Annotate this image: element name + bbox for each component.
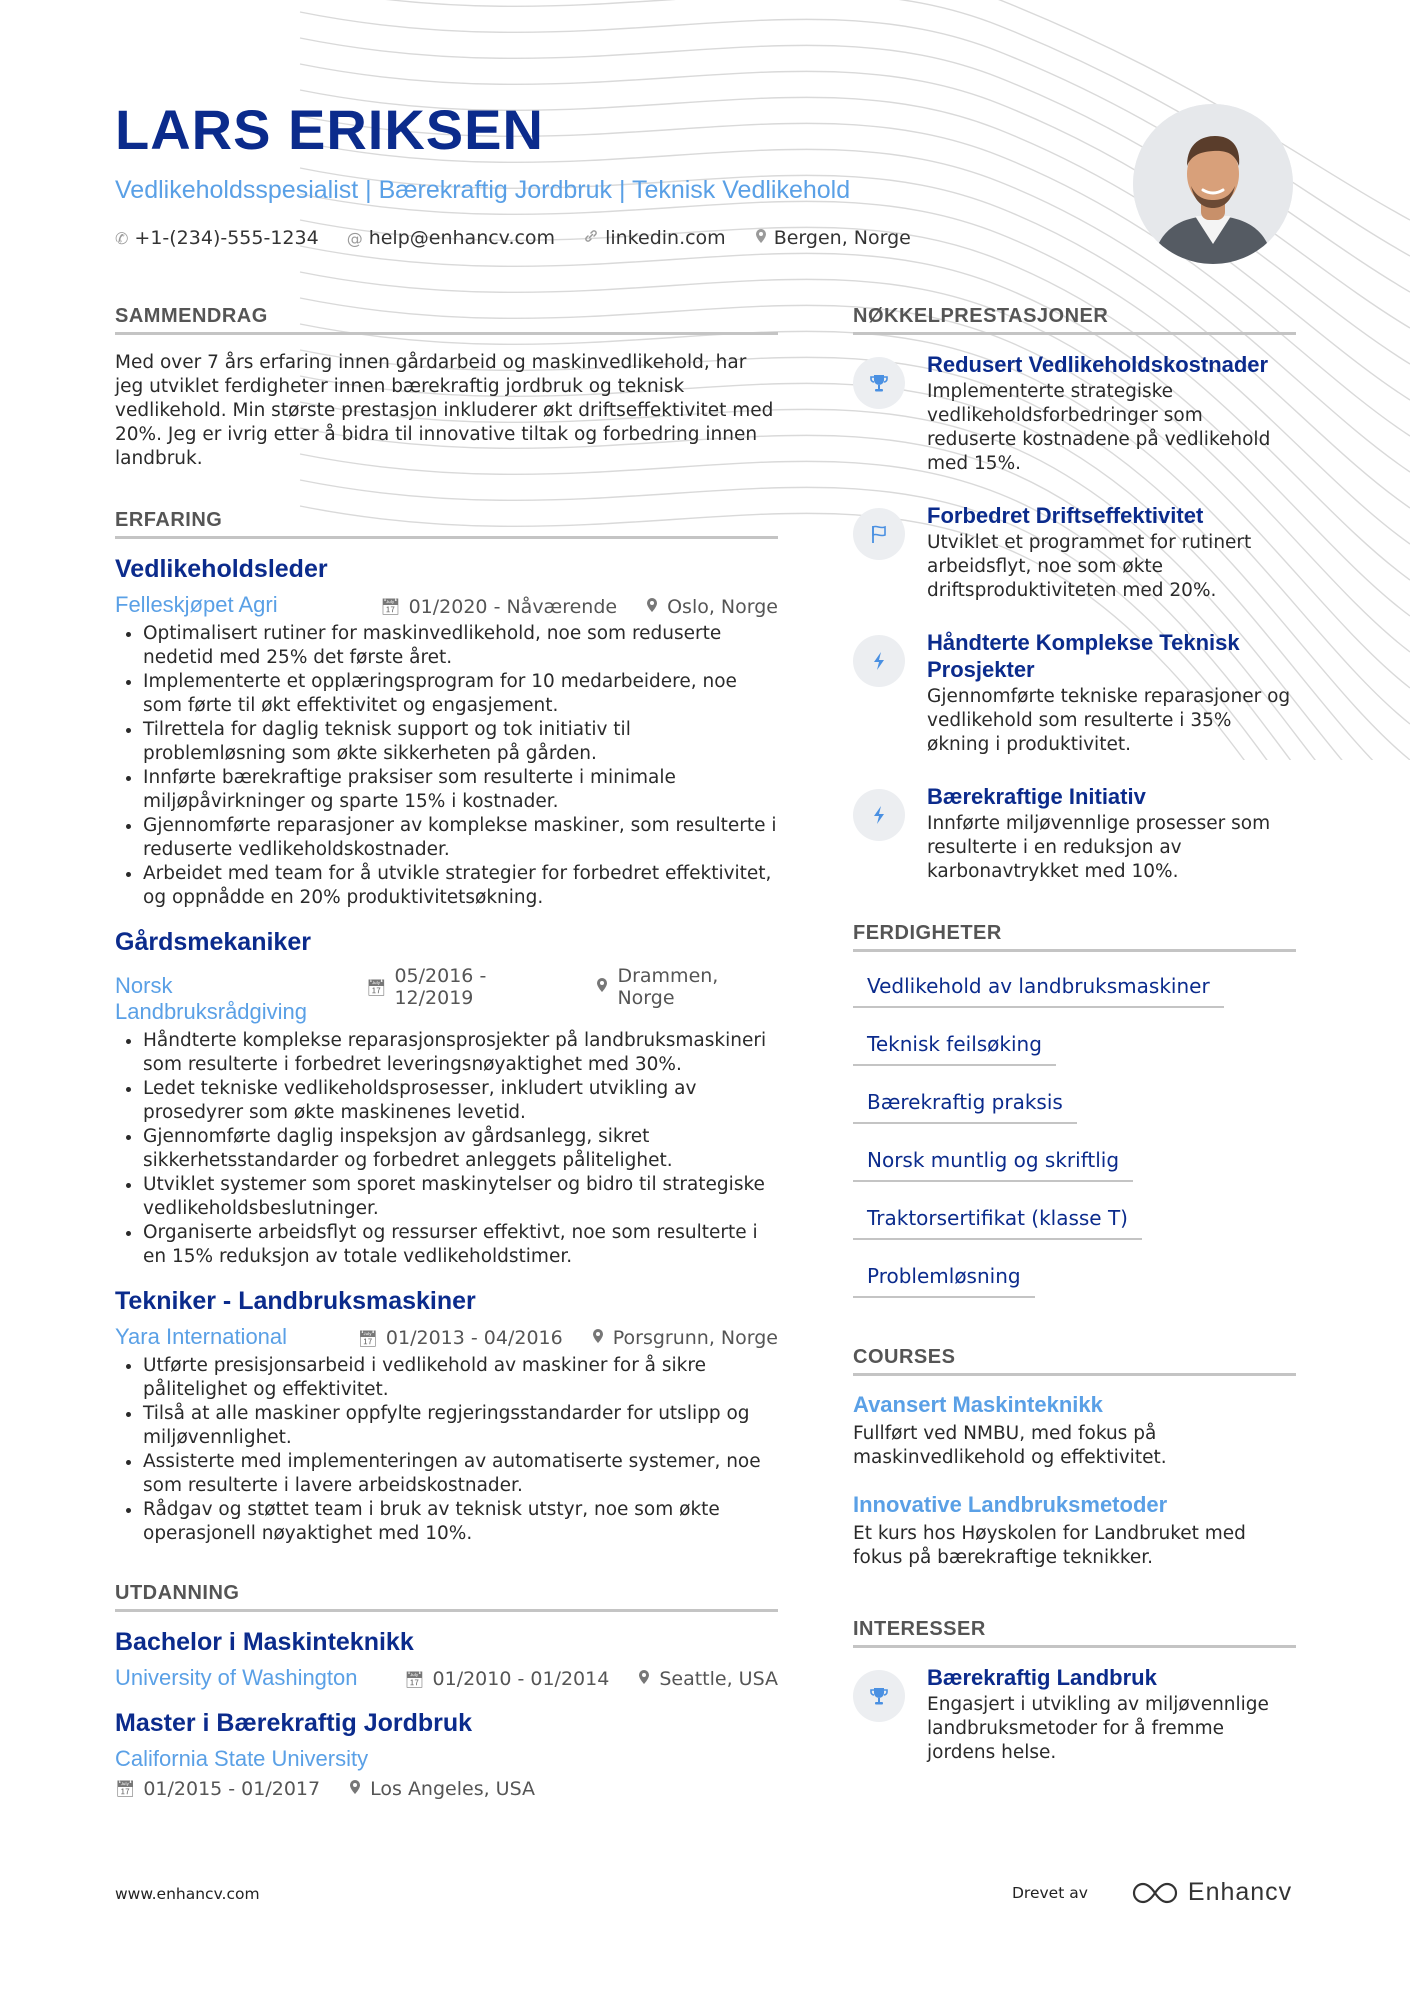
job-bullet: • Gjennomførte daglig inspeksjon av gårdsanlegg, sikret sikkerhetsstandarder og forbedret anleggets pålitelighet. — [143, 1125, 778, 1173]
resume-header — [115, 98, 1115, 249]
education-heading: UTDANNING — [115, 1582, 778, 1612]
achievement-title: Forbedret Driftseffektivitet — [927, 503, 1204, 528]
location-pin-icon — [591, 1328, 605, 1348]
job-dates: 05/2016 - 12/2019 — [394, 965, 487, 1009]
right-column — [853, 305, 1296, 1791]
course-title: Avansert Maskinteknikk — [853, 1392, 1103, 1417]
education-entry — [115, 1709, 778, 1800]
experience-heading: ERFARING — [115, 509, 778, 539]
education-list — [115, 1628, 778, 1800]
achievement-desc: Implementerte strategiske vedlikeholdsforbedringer som reduserte kostnadene på vedlikehold med 15%. — [927, 381, 1271, 474]
job-bullet: • Utviklet systemer som sporet maskinytelser og bidro til strategiske vedlikeholdsbeslutninger. — [143, 1173, 778, 1221]
achievements-heading: NØKKELPRESTASJONER — [853, 305, 1296, 335]
interests-list — [853, 1664, 1296, 1765]
job-bullets — [115, 1354, 778, 1546]
location-pin-icon — [595, 977, 609, 997]
powered-by-text: Drevet av — [1012, 1883, 1088, 1902]
skills-heading: FERDIGHETER — [853, 922, 1296, 952]
skill-tag: Problemløsning — [853, 1258, 1035, 1298]
skill-tag: Vedlikehold av landbruksmaskiner — [853, 968, 1224, 1008]
job-bullet: • Utførte presisjonsarbeid i vedlikehold av maskiner for å sikre pålitelighet og effektivitet. — [143, 1354, 778, 1402]
achievement-item — [853, 629, 1296, 757]
job-meta — [115, 965, 778, 1025]
footer-website[interactable]: www.enhancv.com — [115, 1885, 260, 1903]
calendar-icon: 📅︎ — [404, 1669, 425, 1689]
achievement-item — [853, 502, 1296, 603]
achievements-list — [853, 351, 1296, 884]
courses-heading: COURSES — [853, 1346, 1296, 1376]
education-meta-row — [115, 1778, 778, 1800]
calendar-icon: 📅︎ — [357, 1328, 378, 1348]
skill-tag: Teknisk feilsøking — [853, 1026, 1056, 1066]
achievement-item — [853, 783, 1296, 884]
linkedin-text[interactable]: linkedin.com — [605, 227, 726, 249]
job-bullet: • Rådgav og støttet team i bruk av teknisk utstyr, noe som økte operasjonell nøyaktighet med 10%. — [143, 1498, 778, 1546]
job-meta — [115, 1324, 778, 1350]
candidate-headline: Vedlikeholdsspesialist | Bærekraftig Jordbruk | Teknisk Vedlikehold — [115, 176, 851, 204]
courses-list — [853, 1392, 1296, 1570]
avatar — [1133, 104, 1293, 264]
interests-heading: INTERESSER — [853, 1618, 1296, 1648]
company-name: Norsk Landbruksrådgiving — [115, 972, 308, 1024]
course-item — [853, 1492, 1296, 1570]
job-bullet: • Innførte bærekraftige praksiser som resulterte i minimale miljøpåvirkninger og sparte 15% i kostnader. — [143, 766, 778, 814]
job-bullet: • Implementerte et opplæringsprogram for 10 medarbeidere, noe som førte til økt effektivitet og engasjement. — [143, 670, 778, 718]
job-title: Tekniker - Landbruksmaskiner — [115, 1286, 476, 1315]
job-bullet: • Tilså at alle maskiner oppfylte regjeringsstandarder for utslipp og miljøvennlighet. — [143, 1402, 778, 1450]
job-location: Porsgrunn, Norge — [612, 1327, 778, 1349]
location-text: Bergen, Norge — [773, 227, 911, 249]
interest-item — [853, 1664, 1296, 1765]
experience-entry — [115, 555, 778, 910]
education-location: Los Angeles, USA — [370, 1777, 535, 1800]
summary-text: Med over 7 års erfaring innen gårdarbeid og maskinvedlikehold, har jeg utviklet ferdigheter innen bærekraftig jordbruk og teknisk vedlikehold. Min største prestasjon inkluderer økt driftseffektivitet med 20%. Jeg er ivrig etter å bidra til innovative tiltak og forbedring innen landbruk. — [115, 352, 774, 469]
job-bullets — [115, 1029, 778, 1269]
contact-linkedin[interactable] — [583, 227, 726, 249]
candidate-name: LARS ERIKSEN — [115, 98, 544, 161]
footer-branding — [1012, 1878, 1292, 1907]
school-name: University of Washington — [115, 1664, 358, 1690]
job-dates: 01/2013 - 04/2016 — [385, 1327, 563, 1349]
job-meta — [115, 592, 778, 618]
job-title: Gårdsmekaniker — [115, 928, 311, 956]
summary-heading: SAMMENDRAG — [115, 305, 778, 335]
job-bullet: • Ledet tekniske vedlikeholdsprosesser, inkludert utvikling av prosedyrer som økte maskinenes levetid. — [143, 1077, 778, 1125]
job-bullet: • Assisterte med implementeringen av automatiserte systemer, noe som resulterte i lavere arbeidskostnader. — [143, 1450, 778, 1498]
education-meta — [115, 1665, 778, 1691]
location-pin-icon — [348, 1779, 362, 1799]
company-name: Felleskjøpet Agri — [115, 592, 278, 617]
achievement-desc: Gjennomførte tekniske reparasjoner og vedlikehold som resulterte i 35% økning i produktivitet. — [927, 686, 1291, 755]
link-icon — [583, 228, 599, 248]
skill-tag: Norsk muntlig og skriftlig — [853, 1142, 1133, 1182]
location-pin-icon — [645, 597, 659, 617]
contact-email[interactable] — [347, 227, 555, 249]
job-bullet: • Håndterte komplekse reparasjonsprosjekter på landbruksmaskineri som resulterte i forbedret leveringsnøyaktighet med 30%. — [143, 1029, 778, 1077]
job-dates: 01/2020 - Nåværende — [408, 595, 618, 618]
location-pin-icon — [754, 228, 768, 248]
education-entry — [115, 1628, 778, 1691]
interest-desc: Engasjert i utvikling av miljøvennlige landbruksmetoder for å fremme jordens helse. — [927, 1694, 1269, 1763]
calendar-icon: 📅︎ — [366, 977, 387, 997]
phone-icon: ✆ — [115, 228, 129, 248]
achievement-item — [853, 351, 1296, 476]
brand-name: Enhancv — [1187, 1878, 1293, 1906]
left-column — [115, 305, 778, 1818]
job-bullet: • Optimalisert rutiner for maskinvedlikehold, noe som reduserte nedetid med 25% det første året. — [143, 622, 778, 670]
education-location: Seattle, USA — [659, 1668, 778, 1690]
education-dates: 01/2015 - 01/2017 — [143, 1777, 321, 1800]
contact-info — [115, 227, 1115, 249]
school-name: California State University — [115, 1745, 369, 1771]
job-location: Drammen, Norge — [617, 965, 719, 1009]
interest-title: Bærekraftig Landbruk — [927, 1665, 1157, 1690]
experience-entry — [115, 1287, 778, 1546]
calendar-icon: 📅︎ — [380, 597, 401, 616]
location-pin-icon — [637, 1669, 651, 1689]
job-bullet: • Tilrettela for daglig teknisk support og tok initiativ til problemløsning som økte sikkerheten på gården. — [143, 718, 778, 766]
achievement-title: Håndterte Komplekse Teknisk Prosjekter — [927, 630, 1240, 682]
trophy-icon — [853, 357, 905, 409]
experience-entry — [115, 928, 778, 1269]
achievement-desc: Utviklet et programmet for rutinert arbeidsflyt, noe som økte driftsproduktiviteten med 20%. — [927, 532, 1252, 601]
lightning-icon — [853, 789, 905, 841]
achievement-title: Redusert Vedlikeholdskostnader — [927, 352, 1269, 377]
course-title: Innovative Landbruksmetoder — [853, 1492, 1168, 1517]
trophy-icon — [853, 1670, 905, 1722]
course-item — [853, 1392, 1296, 1470]
contact-location — [754, 227, 911, 249]
degree-title: Master i Bærekraftig Jordbruk — [115, 1708, 473, 1737]
phone-text: +1-(234)-555-1234 — [134, 227, 319, 249]
job-location: Oslo, Norge — [667, 595, 778, 618]
skill-tag: Bærekraftig praksis — [853, 1084, 1077, 1124]
company-name: Yara International — [115, 1323, 288, 1349]
job-bullet: • Arbeidet med team for å utvikle strategier for forbedret effektivitet, og oppnådde en 20% produktivitetsøkning. — [143, 862, 778, 910]
brand-logo[interactable] — [1132, 1878, 1292, 1907]
education-meta — [115, 1746, 778, 1772]
skills-list — [853, 968, 1296, 1298]
skill-tag: Traktorsertifikat (klasse T) — [853, 1200, 1142, 1240]
degree-title: Bachelor i Maskinteknikk — [115, 1627, 414, 1656]
at-icon: @ — [346, 228, 363, 248]
infinity-logo-icon — [1132, 1880, 1178, 1906]
flag-icon — [853, 508, 905, 560]
lightning-icon — [853, 635, 905, 687]
job-bullet: • Organiserte arbeidsflyt og ressurser effektivt, noe som resulterte i en 15% reduksjon av totale vedlikeholdstimer. — [143, 1221, 778, 1269]
job-title: Vedlikeholdsleder — [115, 555, 328, 583]
achievement-desc: Innførte miljøvennlige prosesser som resulterte i en reduksjon av karbonavtrykket med 10%. — [927, 813, 1271, 882]
calendar-icon: 📅︎ — [115, 1779, 136, 1798]
contact-phone — [115, 227, 319, 249]
course-desc: Et kurs hos Høyskolen for Landbruket med fokus på bærekraftige teknikker. — [853, 1523, 1246, 1568]
education-dates: 01/2010 - 01/2014 — [432, 1668, 610, 1690]
achievement-title: Bærekraftige Initiativ — [927, 784, 1146, 809]
experience-list — [115, 555, 778, 1546]
job-bullets — [115, 622, 778, 910]
job-bullet: • Gjennomførte reparasjoner av komplekse maskiner, som resulterte i reduserte vedlikeholdskostnader. — [143, 814, 778, 862]
course-desc: Fullført ved NMBU, med fokus på maskinvedlikehold og effektivitet. — [853, 1423, 1167, 1468]
email-text[interactable]: help@enhancv.com — [368, 227, 556, 249]
